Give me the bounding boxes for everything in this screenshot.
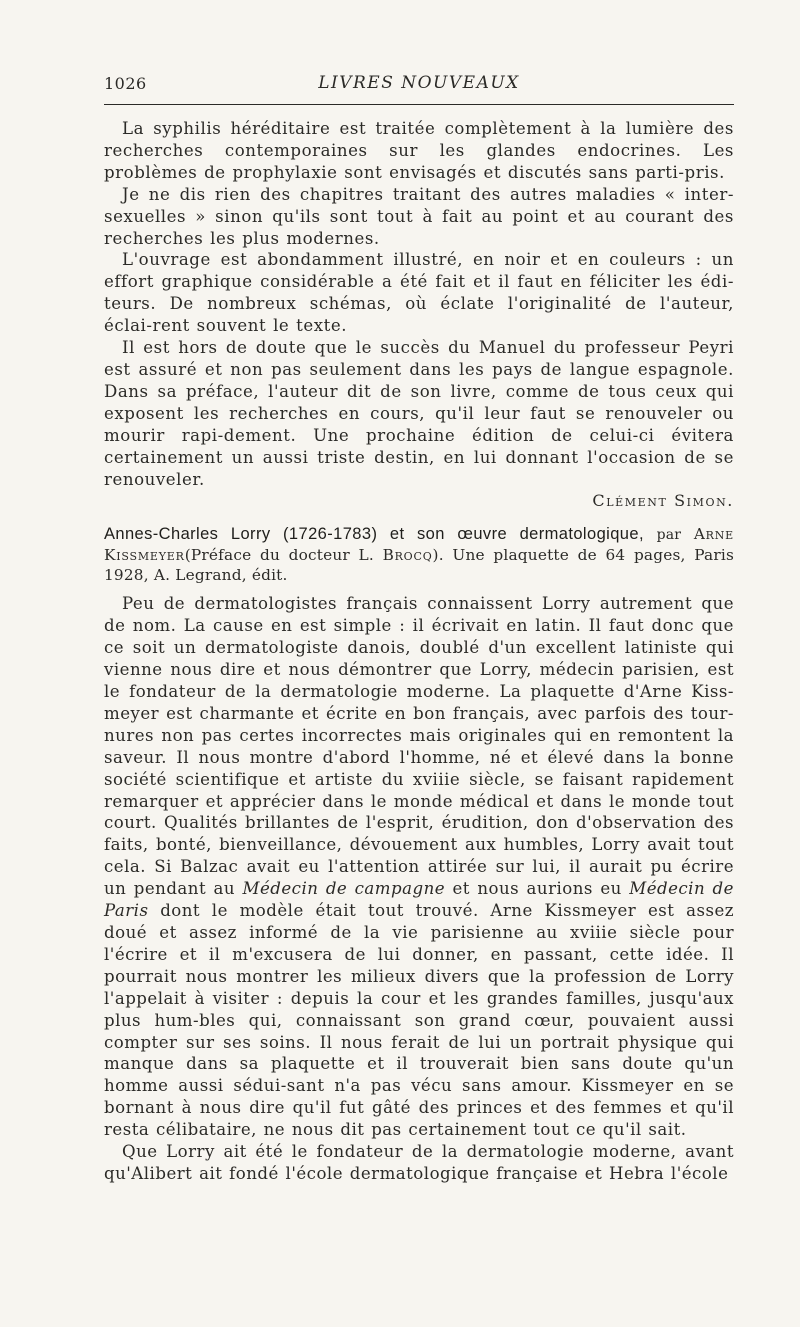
book-details: ). Une plaquette de 64 pages, Paris 1928, A. Legrand, édit. xyxy=(104,546,734,585)
paragraph: Je ne dis rien des chapitres traitant des autres maladies « inter-sexuelles » sinon qu'ils sont tout à fait au point et au courant des recherches les plus modernes. xyxy=(104,184,734,248)
review-paragraph xyxy=(104,593,734,1141)
preface-intro: (Préface du docteur L. xyxy=(184,546,374,565)
review-text: dont le modèle était tout trouvé. Arne Kissmeyer est assez doué et assez informé de la vie parisienne au xviiie siècle pour l'écrire et il m'excusera de lui donner, en passant, cette idée. Il pourrait nous montrer les milieux divers que la profession de Lorry l'appelait à visiter : depuis la cour et les grandes familles, jusqu'aux plus hum-bles qui, connaissant son grand cœur, pouvaient aussi compter sur ses soins. Il nous ferait de lui un portrait physique qui manque dans sa plaquette et il trouverait bien sans doute qu'un homme aussi sédui-sant n'a pas vécu sans amour. Kissmeyer en se bornant à nous dire qu'il fut gâté des princes et des femmes et qu'il resta célibataire, ne nous dit pas certainement tout ce qu'il sait. xyxy=(104,901,734,1140)
running-title: LIVRES NOUVEAUX xyxy=(318,73,520,93)
page-header xyxy=(104,70,734,100)
book-author: Arne Kissmeyer xyxy=(104,525,735,565)
paragraph: La syphilis héréditaire est traitée complètement à la lumière des recherches contemporaines sur les glandes endocrines. Les problèmes de prophylaxie sont envisagés et discutés sans parti-pris. xyxy=(104,119,734,182)
cited-title: Médecin de Paris xyxy=(104,879,734,921)
by-word: par xyxy=(656,527,682,544)
review-signature: Clément Simon. xyxy=(592,491,734,511)
review-text: Peu de dermatologistes français connaissent Lorry autrement que de nom. La cause en est simple : il écrivait en latin. Il faut donc que ce soit un dermatologiste danois, doublé d'un excellent latiniste qui vienne nous dire et nous démontrer que Lorry, médecin parisien, est le fondateur de la dermatologie moderne. La plaquette d'Arne Kiss-meyer est charmante et écrite en bon français, avec parfois des tour-nures non pas certes incorrectes mais originales qui en remontent la saveur. Il nous montre d'abord l'homme, né et élevé dans la bonne société scientifique et artiste du xviiie siècle, se faisant rapidement remarquer et apprécier dans le monde médical et dans le monde tout court. Qualités brillantes de l'esprit, érudition, don d'observation des faits, bonté, bienveillance, dévouement aux humbles, Lorry avait tout cela. Si Balzac avait eu l'attention attirée sur lui, il aurait pu écrire un pendant au xyxy=(104,594,734,899)
book-title: Annes-Charles Lorry (1726-1783) et son œuvre dermatologique, xyxy=(104,525,644,544)
paragraph: Il est hors de doute que le succès du Manuel du professeur Peyri est assuré et non pas seulement dans les pays de langue espagnole. Dans sa préface, l'auteur dit de son livre, comme de tous ceux qui exposent les recherches en cours, qu'il leur faut se renouveler ou mourir rapi-dement. Une prochaine édition de celui-ci évitera certainement un aussi triste destin, en lui donnant l'occasion de se renouveler. xyxy=(104,338,734,489)
paragraph: L'ouvrage est abondamment illustré, en noir et en couleurs : un effort graphique considérable a été fait et il faut en féliciter les édi-teurs. De nombreux schémas, où éclate l'originalité de l'auteur, éclai-rent souvent le texte. xyxy=(104,250,734,336)
document-page xyxy=(104,70,734,1185)
page-number: 1026 xyxy=(104,74,147,93)
review-text: et nous aurions eu xyxy=(452,879,622,899)
review-heading xyxy=(104,524,734,585)
header-rule xyxy=(104,104,734,105)
preface-author: Brocq xyxy=(382,546,433,565)
review-paragraph: Que Lorry ait été le fondateur de la dermatologie moderne, avant qu'Alibert ait fondé l'école dermatologique française et Hebra l'école xyxy=(104,1142,734,1183)
page-content xyxy=(104,118,734,1185)
cited-title: Médecin de campagne xyxy=(242,879,446,899)
